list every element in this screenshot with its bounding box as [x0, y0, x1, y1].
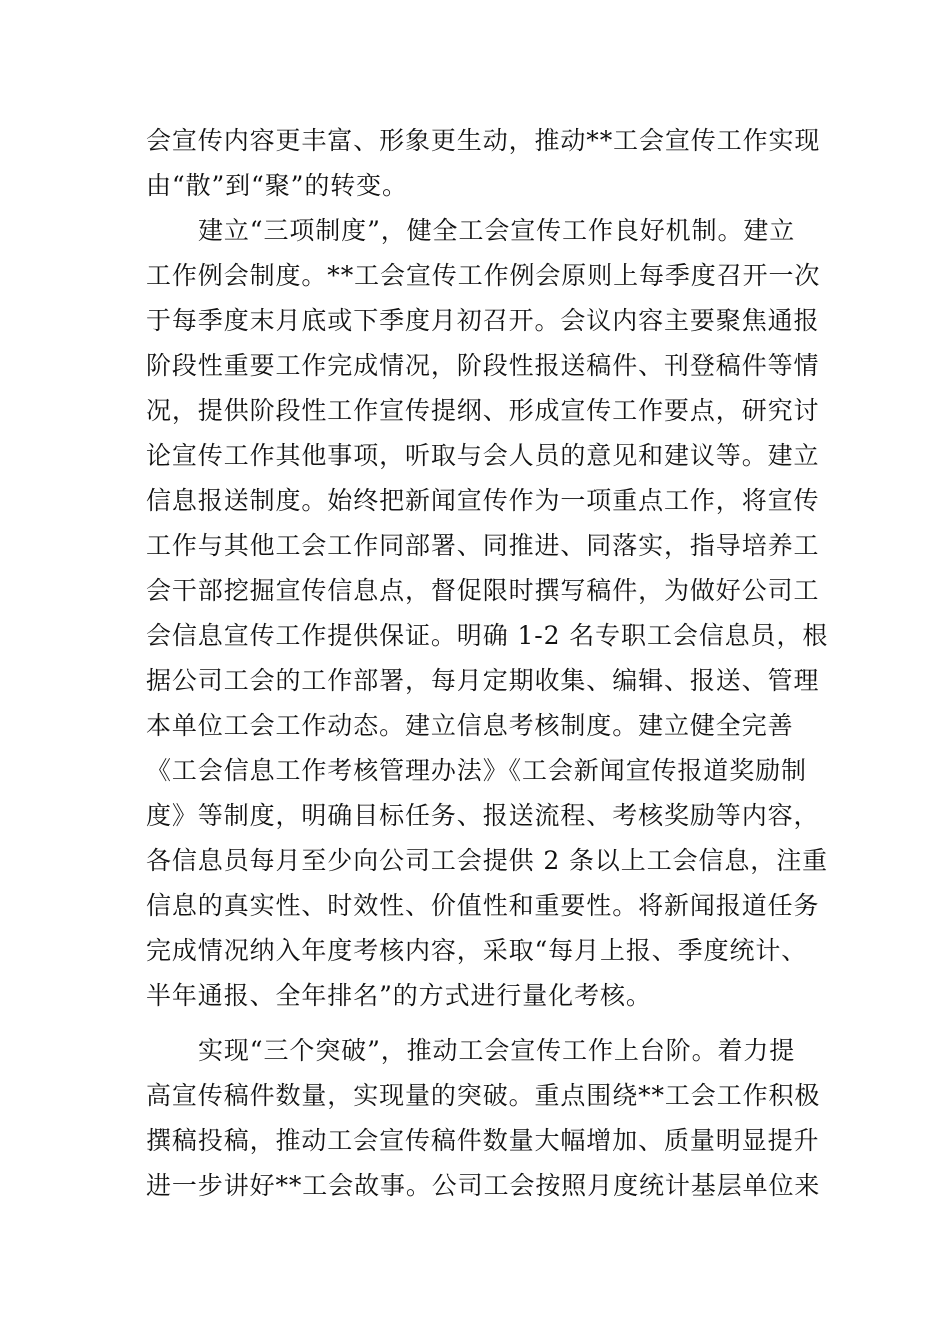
text-line: 实现“三个突破”，推动工会宣传工作上台阶。着力提	[198, 1036, 796, 1065]
text-line: 阶段性重要工作完成情况，阶段性报送稿件、刊登稿件等情	[146, 351, 820, 380]
text-line: 《工会信息工作考核管理办法》《工会新闻宣传报道奖励制	[146, 756, 807, 785]
text-line: 会干部挖掘宣传信息点，督促限时撰写稿件，为做好公司工	[146, 576, 820, 605]
text-line: 由“散”到“聚”的转变。	[146, 171, 408, 200]
text-line: 况，提供阶段性工作宣传提纲、形成宣传工作要点，研究讨	[146, 396, 820, 425]
paragraph-2	[146, 208, 829, 1018]
text-line: 半年通报、全年排名”的方式进行量化考核。	[146, 981, 652, 1010]
text-line: 工作与其他工会工作同部署、同推进、同落实，指导培养工	[146, 531, 820, 560]
paragraph-1	[146, 118, 821, 208]
text-line: 度》等制度，明确目标任务、报送流程、考核奖励等内容，	[146, 801, 820, 830]
text-line: 信息报送制度。始终把新闻宣传作为一项重点工作，将宣传	[146, 486, 820, 515]
text-line: 各信息员每月至少向公司工会提供 2 条以上工会信息，注重	[146, 846, 829, 875]
text-line: 据公司工会的工作部署，每月定期收集、编辑、报送、管理	[146, 666, 820, 695]
text-line: 本单位工会工作动态。建立信息考核制度。建立健全完善	[146, 711, 794, 740]
text-line: 论宣传工作其他事项，听取与会人员的意见和建议等。建立	[146, 441, 820, 470]
text-line: 撰稿投稿，推动工会宣传稿件数量大幅增加、质量明显提升	[146, 1126, 820, 1155]
text-line: 于每季度末月底或下季度月初召开。会议内容主要聚焦通报	[146, 306, 820, 335]
text-line: 高宣传稿件数量，实现量的突破。重点围绕**工会工作积极	[146, 1081, 821, 1110]
text-line: 会宣传内容更丰富、形象更生动，推动**工会宣传工作实现	[146, 126, 821, 155]
text-line: 会信息宣传工作提供保证。明确 1-2 名专职工会信息员，根	[146, 621, 829, 650]
text-line: 信息的真实性、时效性、价值性和重要性。将新闻报道任务	[146, 891, 820, 920]
text-line: 进一步讲好**工会故事。公司工会按照月度统计基层单位来	[146, 1171, 821, 1200]
paragraph-3	[146, 1028, 821, 1208]
text-line: 工作例会制度。**工会宣传工作例会原则上每季度召开一次	[146, 261, 821, 290]
text-line: 完成情况纳入年度考核内容，采取“每月上报、季度统计、	[146, 936, 808, 965]
text-line: 建立“三项制度”，健全工会宣传工作良好机制。建立	[198, 216, 796, 245]
